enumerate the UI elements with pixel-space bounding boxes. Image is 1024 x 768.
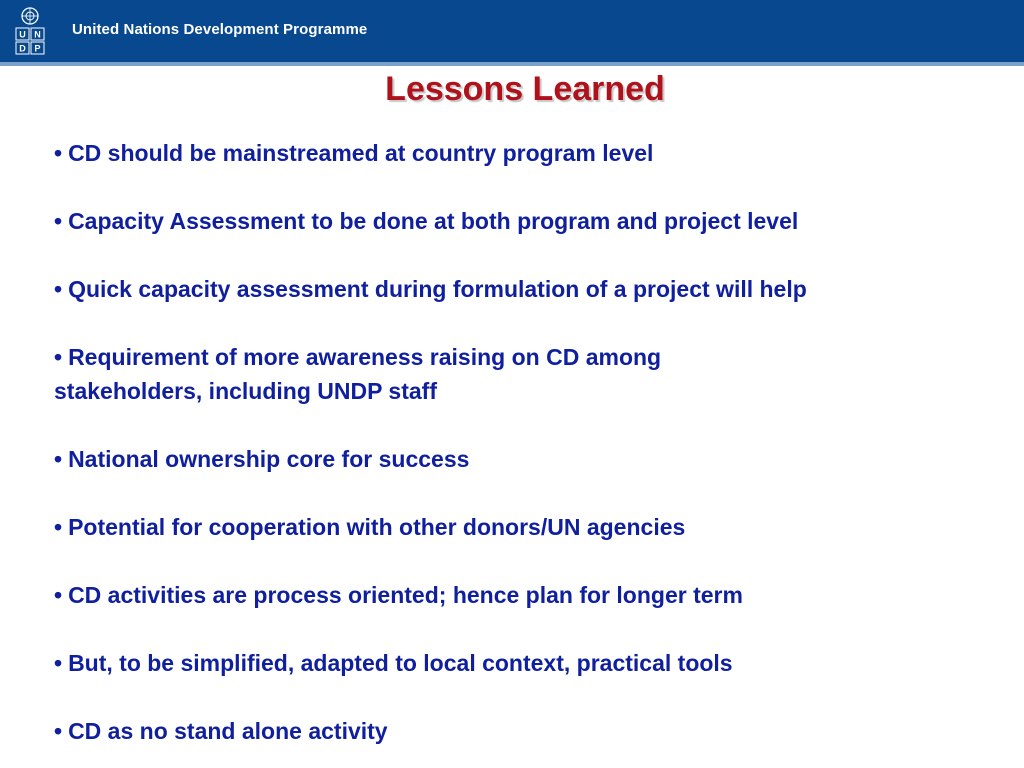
bullet-dot-icon: • — [54, 140, 63, 166]
bullet-text: National ownership core for success — [68, 446, 470, 472]
bullet-dot-icon: • — [54, 582, 63, 608]
header-divider — [0, 62, 1024, 66]
bullet-item — [54, 204, 1004, 238]
logo-letter-p: P — [34, 43, 41, 54]
bullet-text: CD should be mainstreamed at country program level — [68, 140, 654, 166]
lessons-list — [54, 136, 1004, 768]
bullet-dot-icon: • — [54, 514, 63, 540]
bullet-text: CD activities are process oriented; hence plan for longer term — [68, 582, 743, 608]
bullet-text: Potential for cooperation with other donors/UN agencies — [68, 514, 686, 540]
bullet-item — [54, 578, 1004, 612]
bullet-text: CD as no stand alone activity — [68, 718, 388, 744]
bullet-text: Requirement of more awareness raising on CD among — [68, 344, 662, 370]
bullet-item — [54, 272, 1004, 306]
bullet-item — [54, 340, 1004, 408]
bullet-dot-icon: • — [54, 344, 63, 370]
bullet-dot-icon: • — [54, 446, 63, 472]
organization-name: United Nations Development Programme — [72, 21, 368, 38]
bullet-text: Quick capacity assessment during formulation of a project will help — [68, 276, 807, 302]
bullet-dot-icon: • — [54, 650, 63, 676]
slide-title: Lessons Learned — [385, 70, 665, 108]
bullet-item — [54, 136, 1004, 170]
bullet-dot-icon: • — [54, 276, 63, 302]
bullet-dot-icon: • — [54, 718, 63, 744]
bullet-text: But, to be simplified, adapted to local context, practical tools — [68, 650, 733, 676]
undp-logo — [14, 6, 46, 56]
bullet-dot-icon: • — [54, 208, 63, 234]
logo-letter-n: N — [34, 29, 41, 40]
header-banner — [0, 0, 1024, 62]
bullet-item — [54, 646, 1004, 680]
bullet-item — [54, 510, 1004, 544]
bullet-item — [54, 442, 1004, 476]
bullet-text: Capacity Assessment to be done at both program and project level — [68, 208, 799, 234]
logo-letter-d: D — [19, 43, 26, 54]
logo-letter-u: U — [19, 29, 26, 40]
bullet-item — [54, 714, 1004, 748]
bullet-text: stakeholders, including UNDP staff — [54, 378, 437, 404]
